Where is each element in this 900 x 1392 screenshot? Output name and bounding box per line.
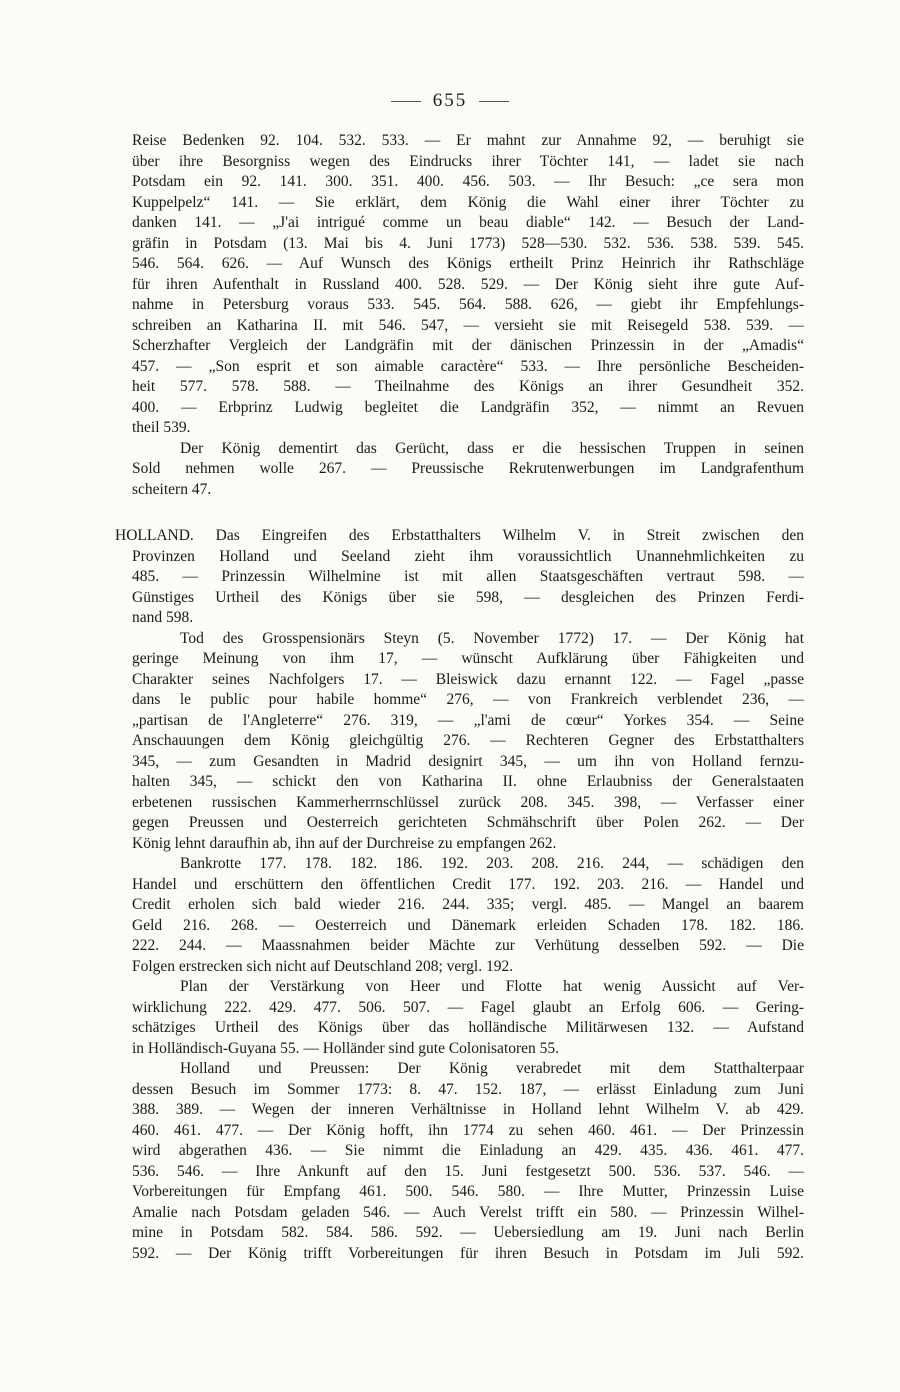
text-line: König lehnt daraufhin ab, ihn auf der Durchreise zu empfangen 262. — [132, 834, 557, 852]
paragraph-start-line: Plan der Verstärkung von Heer und Flotte hat wenig Aussicht auf Ver- — [180, 978, 804, 995]
text-line: 546. 564. 626. — Auf Wunsch des Königs ertheilt Prinz Heinrich ihr Rathschläge — [132, 255, 804, 272]
text-line: Potsdam ein 92. 141. 300. 351. 400. 456. 503. — Ihr Besuch: „ce sera mon — [132, 173, 804, 190]
text-line: halten 345, — schickt den von Katharina II. ohne Erlaubniss der Generalstaaten — [132, 773, 804, 790]
text-line: Kuppelpelz“ 141. — Sie erklärt, dem König die Wahl einer ihrer Töchter zu — [132, 193, 804, 211]
text-line: Sold nehmen wolle 267. — Preussische Rekrutenwerbungen im Landgrafenthum — [132, 460, 804, 477]
text-line: in Holländisch-Guyana 55. — Holländer sind gute Colonisatoren 55. — [132, 1039, 560, 1057]
text-line: Reise Bedenken 92. 104. 532. 533. — Er mahnt zur Annahme 92, — beruhigt sie — [132, 132, 804, 149]
text-line: 345, — zum Gesandten in Madrid designirt 345, — um ihn von Holland fernzu- — [132, 752, 804, 770]
index-entry-landgraefin-continued — [132, 131, 804, 500]
text-line: 485. — Prinzessin Wilhelmine ist mit allen Staatsgeschäften vertraut 598. — — [132, 568, 804, 585]
text-line: wird abgerathen 436. — Sie nimmt die Einladung an 429. 435. 436. 461. 477. — [132, 1142, 804, 1159]
text-line: Geld 216. 268. — Oesterreich und Dänemark erleiden Schaden 178. 182. 186. — [132, 916, 804, 934]
text-line: Folgen erstrecken sich nicht auf Deutschland 208; vergl. 192. — [132, 957, 514, 975]
text-line: gegen Preussen und Oesterreich gerichteten Schmähschrift über Polen 262. — Der — [132, 814, 804, 831]
text-line: scheitern 47. — [132, 480, 212, 498]
text-line: Scherzhafter Vergleich der Landgräfin mit der dänischen Prinzessin in der „Amadis“ — [132, 337, 804, 354]
text-line: 460. 461. 477. — Der König hofft, ihn 1774 zu sehen 460. 461. — Der Prinzessin — [132, 1121, 804, 1139]
text-line: danken 141. — „J'ai intrigué comme un beau diable“ 142. — Besuch der Land- — [132, 214, 804, 231]
text-line: 592. — Der König trifft Vorbereitungen für ihren Besuch in Potsdam im Juli 592. — [132, 1244, 804, 1262]
text-line: für ihren Aufenthalt in Russland 400. 528. 529. — Der König sieht ihre gute Auf- — [132, 275, 804, 293]
page-number: 655 — [432, 90, 468, 111]
text-line: wirklichung 222. 429. 477. 506. 507. — Fagel glaubt an Erfolg 606. — Gering- — [132, 998, 804, 1016]
text-line: 457. — „Son esprit et son aimable caractère“ 533. — Ihre persönliche Bescheiden- — [132, 357, 804, 375]
text-line: heit 577. 578. 588. — Theilnahme des Königs an ihrer Gesundheit 352. — [132, 378, 804, 395]
text-line: 388. 389. — Wegen der inneren Verhältnisse in Holland lehnt Wilhelm V. ab 429. — [132, 1101, 804, 1118]
text-line: schätziges Urtheil des Königs über das holländische Militärwesen 132. — Aufstand — [132, 1019, 804, 1036]
text-line: Credit erholen sich bald wieder 216. 244. 335; vergl. 485. — Mangel an baarem — [132, 896, 804, 913]
page-header — [0, 90, 900, 112]
paragraph-start-line: Holland und Preussen: Der König verabredet mit dem Statthalterpaar — [180, 1060, 804, 1077]
text-line: „partisan de l'Angleterre“ 276. 319, — „l'ami de cœur“ Yorkes 354. — Seine — [132, 711, 804, 729]
text-line: Handel und erschüttern den öffentlichen Credit 177. 192. 203. 216. — Handel und — [132, 875, 804, 893]
text-line: mine in Potsdam 582. 584. 586. 592. — Uebersiedlung am 19. Juni nach Berlin — [132, 1224, 804, 1241]
text-line: 400. — Erbprinz Ludwig begleitet die Landgräfin 352, — nimmt an Revuen — [132, 398, 804, 416]
text-line: geringe Meinung von ihm 17, — wünscht Aufklärung über Fähigkeiten und — [132, 650, 804, 667]
text-line: nand 598. — [132, 609, 194, 626]
text-line: 222. 244. — Maassnahmen beider Mächte zur Verhütung desselben 592. — Die — [132, 937, 804, 954]
text-line: 536. 546. — Ihre Ankunft auf den 15. Juni festgesetzt 500. 536. 537. 546. — — [132, 1162, 804, 1180]
text-line: dans le public pour habile homme“ 276, — von Frankreich verblendet 236, — — [132, 691, 804, 708]
entry-heading-line: HOLLAND. Das Eingreifen des Erbstatthalters Wilhelm V. in Streit zwischen den — [115, 527, 804, 544]
header-rule-left — [391, 101, 421, 102]
text-line: Provinzen Holland und Seeland zieht ihm voraussichtlich Unannehmlichkeiten zu — [132, 547, 804, 565]
paragraph-start-line: Tod des Grosspensionärs Steyn (5. November 1772) 17. — Der König hat — [180, 629, 804, 647]
text-line: dessen Besuch im Sommer 1773: 8. 47. 152. 187, — erlässt Einladung zum Juni — [132, 1080, 804, 1098]
header-rule-right — [479, 101, 509, 102]
text-line: gräfin in Potsdam (13. Mai bis 4. Juni 1773) 528—530. 532. 536. 538. 539. 545. — [132, 234, 804, 252]
text-line: Günstiges Urtheil des Königs über sie 598, — desgleichen des Prinzen Ferdi- — [132, 588, 804, 606]
text-line: erbetenen russischen Kammerherrnschlüssel zurück 208. 345. 398, — Verfasser einer — [132, 793, 804, 811]
text-line: nahme in Petersburg voraus 533. 545. 564. 588. 626, — giebt ihr Empfehlungs- — [132, 296, 804, 313]
text-line: über ihre Besorgniss wegen des Eindrucks ihrer Töchter 141, — ladet sie nach — [132, 152, 804, 170]
text-line: Anschauungen dem König gleichgültig 276. — Rechteren Gegner des Erbstatthalters — [132, 732, 804, 749]
text-line: Vorbereitungen für Empfang 461. 500. 546. 580. — Ihre Mutter, Prinzessin Luise — [132, 1183, 804, 1200]
index-entry-holland — [115, 526, 804, 1264]
paragraph-start-line: Der König dementirt das Gerücht, dass er die hessischen Truppen in seinen — [180, 439, 804, 457]
paragraph-start-line: Bankrotte 177. 178. 182. 186. 192. 203. 208. 216. 244, — schädigen den — [180, 855, 804, 872]
text-line: schreiben an Katharina II. mit 546. 547, — versieht sie mit Reisegeld 538. 539. — — [132, 316, 804, 334]
text-line: Amalie nach Potsdam geladen 546. — Auch Verelst trifft ein 580. — Prinzessin Wilhel- — [132, 1203, 804, 1221]
text-line: Charakter seines Nachfolgers 17. — Bleiswick dazu ernannt 122. — Fagel „passe — [132, 670, 804, 688]
text-line: theil 539. — [132, 419, 191, 436]
